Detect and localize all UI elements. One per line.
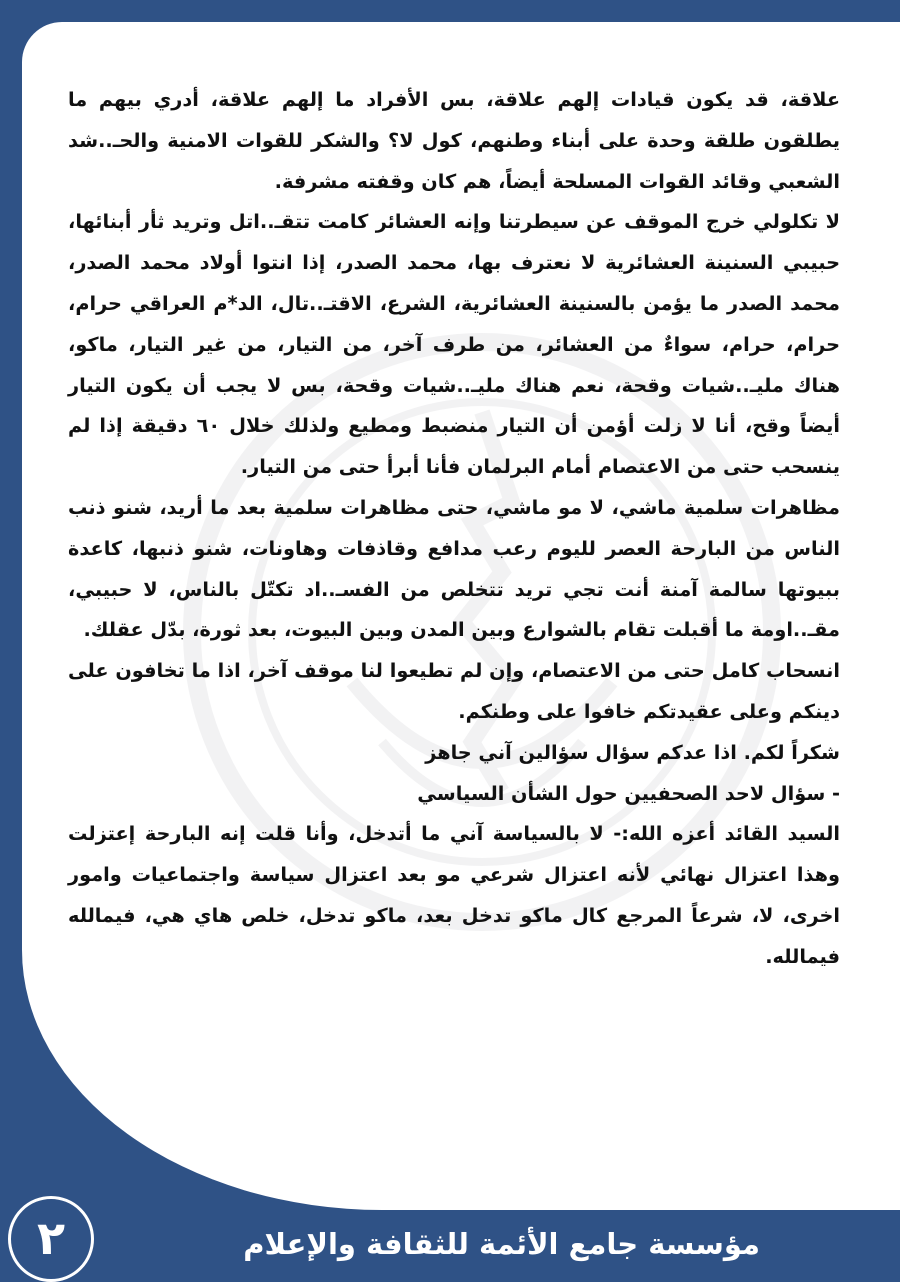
paragraph: علاقة، قد يكون قيادات إلهم علاقة، بس الأفراد ما إلهم علاقة، أدري بيهم ما يطلقون طلقة وحدة على أبناء وطنهم، كول لا؟ والشكر للقوات الامنية والحـ..شد الشعبي وقائد القوات المسلحة أيضاً، هم كان وقفته مشرفة. bbox=[68, 88, 840, 193]
paragraph: السيد القائد أعزه الله:- لا بالسياسة آني ما أتدخل، وأنا قلت إنه البارحة إعتزلت وهذا اعتزال نهائي لأنه اعتزال شرعي مو بعد اعتزال سياسة واجتماعيات وامور اخرى، لا، شرعاً المرجع كال ماكو تدخل بعد، ماكو تدخل، خلص هاي هي، فيمالله فيمالله. bbox=[68, 822, 840, 968]
paragraph: لا تكلولي خرج الموقف عن سيطرتنا وإنه العشائر كامت تتقـ..اتل وتريد ثأر أبنائها، حبيبي السنينة العشائرية لا نعترف بها، محمد الصدر، إذا انتوا أولاد محمد الصدر، محمد الصدر ما يؤمن بالسنينة العشائرية، الشرع، الاقتـ..تال، الد*م العراقي حرام، حرام، حرام، سواءٌ من العشائر، من طرف آخر، من التيار، من غير التيار، ماكو، هناك مليـ..شيات وقحة، نعم هناك مليـ..شيات وقحة، بس لا يجب أن يكون التيار أيضاً وقح، أنا لا زلت أؤمن أن التيار منضبط ومطيع ولذلك خلال ٦٠ دقيقة إذا لم ينسحب حتى من الاعتصام أمام البرلمان فأنا أبرأ حتى من التيار. bbox=[68, 210, 840, 479]
document-body bbox=[68, 80, 840, 978]
paragraph: مظاهرات سلمية ماشي، لا مو ماشي، حتى مظاهرات سلمية بعد ما أريد، شنو ذنب الناس من البارحة العصر لليوم رعب مدافع وقاذفات وهاونات، شنو ذنبها، كاعدة ببيوتها سالمة آمنة أنت تجي تريد تتخلص من الفسـ..اد تكتّل بالناس، لا حبيبي، مقـ..اومة ما أقبلت تقام بالشوارع وبين المدن وبين البيوت، بعد ثورة، بدّل عقلك. bbox=[68, 495, 840, 642]
footer-organization-name: مؤسسة جامع الأئمة للثقافة والإعلام bbox=[243, 1227, 760, 1261]
paragraph: شكراً لكم. اذا عدكم سؤال سؤالين آني جاهز bbox=[425, 740, 840, 764]
page-paper bbox=[22, 22, 900, 1210]
page-number-badge: ٢ bbox=[8, 1196, 94, 1282]
paragraph: - سؤال لاحد الصحفيين حول الشأن السياسي bbox=[417, 781, 840, 805]
paragraph: انسحاب كامل حتى من الاعتصام، وإن لم تطيعوا لنا موقف آخر، اذا ما تخافون على دينكم وعلى عقيدتكم خافوا على وطنكم. bbox=[68, 659, 840, 723]
